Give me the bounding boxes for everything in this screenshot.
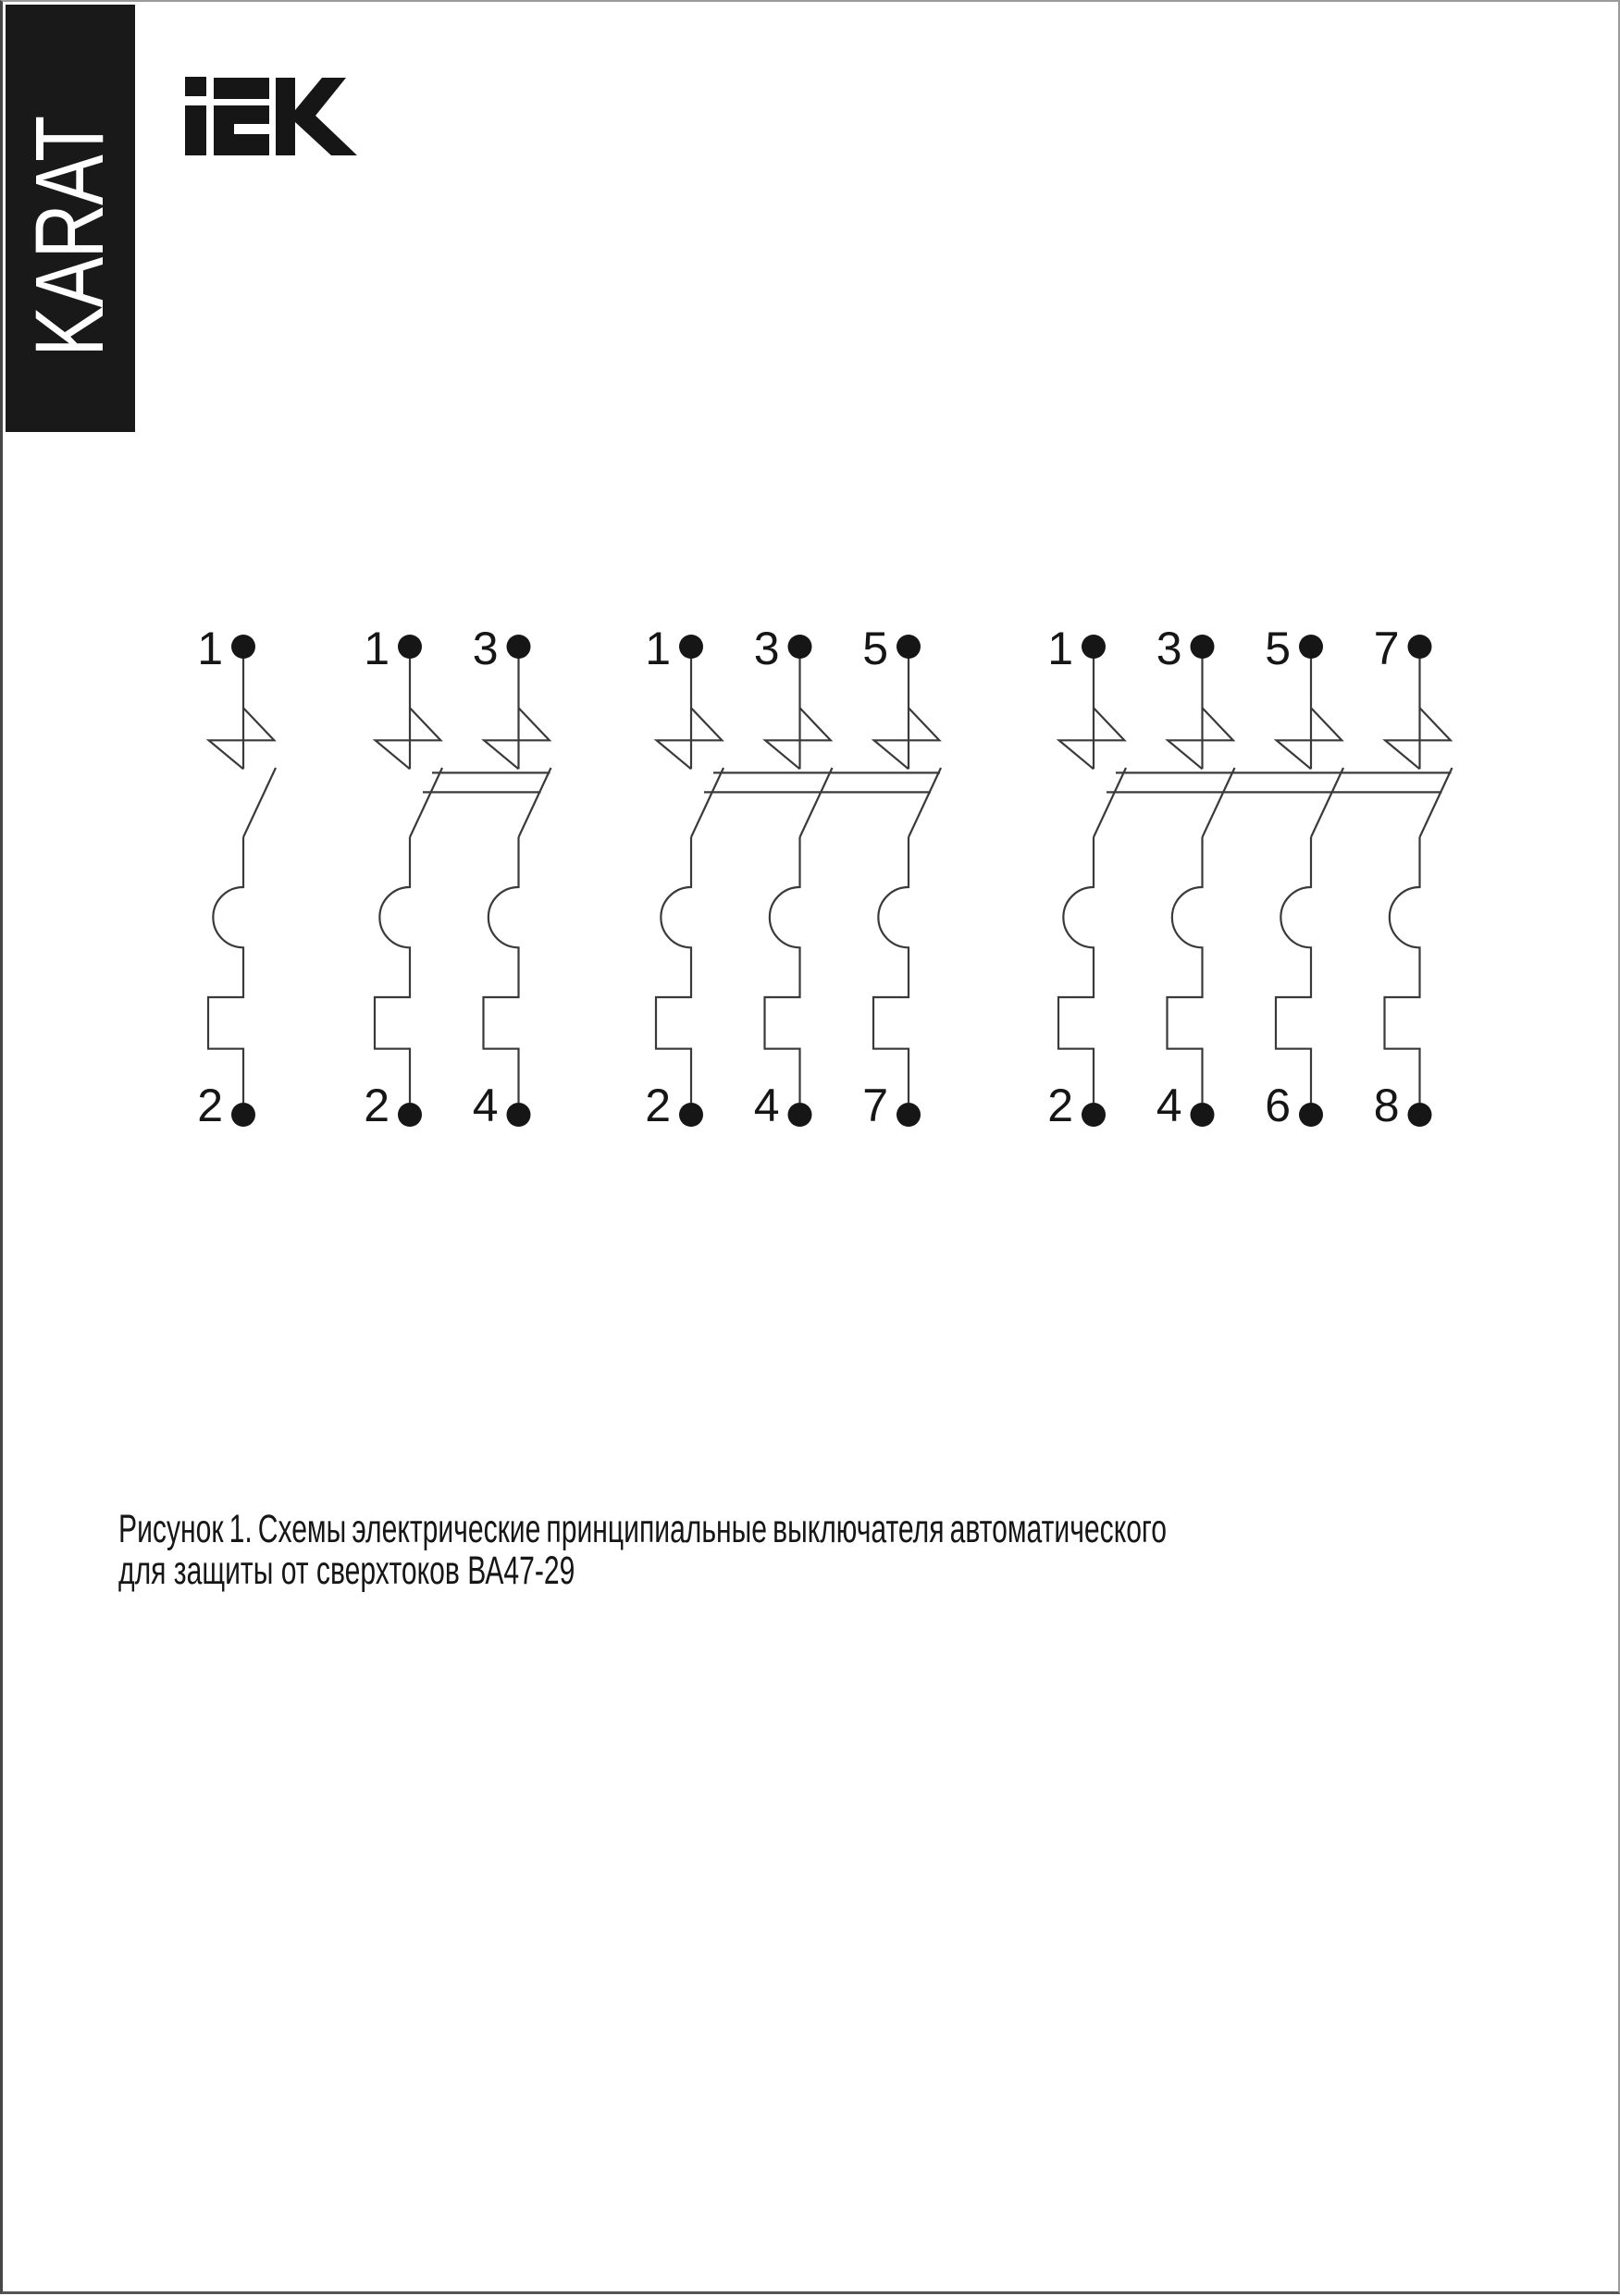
breaker-pole [1374, 623, 1453, 1131]
terminal-label-bottom: 2 [197, 1080, 223, 1131]
terminal-dot-top [1299, 635, 1323, 659]
contact-blade [1420, 768, 1453, 837]
breaker-group-1-pole [197, 623, 276, 1131]
release-symbol [657, 708, 723, 769]
release-symbol [1385, 708, 1451, 769]
terminal-dot-top [679, 635, 703, 659]
contact-blade [800, 768, 833, 837]
terminal-dot-bottom [398, 1103, 422, 1127]
terminal-label-top: 7 [1373, 623, 1400, 674]
terminal-label-top: 3 [753, 623, 780, 674]
terminal-dot-bottom [507, 1103, 531, 1127]
terminal-dot-bottom [788, 1103, 812, 1127]
pole-body-path [1385, 837, 1420, 1103]
pole-body-path [1276, 837, 1311, 1103]
terminal-label-bottom: 7 [862, 1080, 888, 1131]
breaker-pole [1047, 623, 1126, 1131]
terminal-label-bottom: 6 [1265, 1080, 1291, 1131]
terminal-dot-top [897, 635, 921, 659]
contact-blade [1311, 768, 1343, 837]
contact-blade [1203, 768, 1235, 837]
pole-body-path [375, 837, 410, 1103]
terminal-dot-top [398, 635, 422, 659]
figure-caption-line2: для защиты от сверхтоков ВА47-29 [118, 1549, 575, 1593]
contact-blade [243, 768, 276, 837]
contact-blade [519, 768, 551, 837]
terminal-label-bottom: 2 [645, 1080, 671, 1131]
terminal-dot-bottom [679, 1103, 703, 1127]
terminal-dot-top [1408, 635, 1432, 659]
terminal-label-top: 1 [645, 623, 671, 674]
contact-blade [691, 768, 723, 837]
breaker-group-3-pole [645, 623, 941, 1131]
release-symbol [765, 708, 831, 769]
breaker-pole [862, 623, 941, 1131]
release-symbol [209, 708, 275, 769]
terminal-dot-bottom [231, 1103, 255, 1127]
figure-caption [118, 1509, 1616, 1592]
terminal-dot-bottom [897, 1103, 921, 1127]
pole-body-path [208, 837, 243, 1103]
contact-blade [1094, 768, 1126, 837]
pole-body-path [1168, 837, 1203, 1103]
figure-caption-line1: Рисунок 1. Схемы электрические принципиальные выключателя автоматического [118, 1507, 1168, 1551]
terminal-label-bottom: 4 [1156, 1080, 1182, 1131]
terminal-label-top: 1 [197, 623, 223, 674]
pole-body-path [765, 837, 800, 1103]
breaker-pole [645, 623, 723, 1131]
terminal-dot-top [1082, 635, 1106, 659]
breaker-group-2-pole [364, 623, 550, 1131]
breaker-pole [197, 623, 276, 1131]
terminal-label-top: 3 [472, 623, 499, 674]
terminal-dot-top [507, 635, 531, 659]
terminal-label-bottom: 4 [472, 1080, 499, 1131]
terminal-label-top: 5 [862, 623, 888, 674]
terminal-dot-bottom [1408, 1103, 1432, 1127]
terminal-label-bottom: 8 [1373, 1080, 1400, 1131]
pole-body-path [484, 837, 519, 1103]
terminal-dot-bottom [1299, 1103, 1323, 1127]
release-symbol [376, 708, 441, 769]
terminal-dot-top [1191, 635, 1215, 659]
terminal-label-bottom: 2 [1047, 1080, 1073, 1131]
breaker-group-4-pole [1047, 623, 1452, 1131]
terminal-label-top: 1 [1047, 623, 1073, 674]
circuit-diagrams [3, 2, 1620, 2296]
breaker-pole [364, 623, 442, 1131]
breaker-pole [1156, 623, 1235, 1131]
terminal-dot-bottom [1191, 1103, 1215, 1127]
pole-body-path [873, 837, 909, 1103]
terminal-label-top: 1 [364, 623, 390, 674]
release-symbol [874, 708, 940, 769]
terminal-label-top: 3 [1156, 623, 1182, 674]
terminal-label-top: 5 [1265, 623, 1291, 674]
karat-banner-text: KARAT [16, 117, 124, 357]
release-symbol [1168, 708, 1233, 769]
terminal-label-bottom: 2 [364, 1080, 390, 1131]
release-symbol [484, 708, 550, 769]
terminal-dot-bottom [1082, 1103, 1106, 1127]
breaker-pole [473, 623, 551, 1131]
terminal-dot-top [788, 635, 812, 659]
pole-body-path [656, 837, 691, 1103]
terminal-label-bottom: 4 [753, 1080, 780, 1131]
pole-body-path [1058, 837, 1094, 1103]
contact-blade [909, 768, 941, 837]
breaker-pole [754, 623, 833, 1131]
breaker-pole [1265, 623, 1343, 1131]
contact-blade [410, 768, 442, 837]
terminal-dot-top [231, 635, 255, 659]
release-symbol [1059, 708, 1125, 769]
release-symbol [1277, 708, 1342, 769]
